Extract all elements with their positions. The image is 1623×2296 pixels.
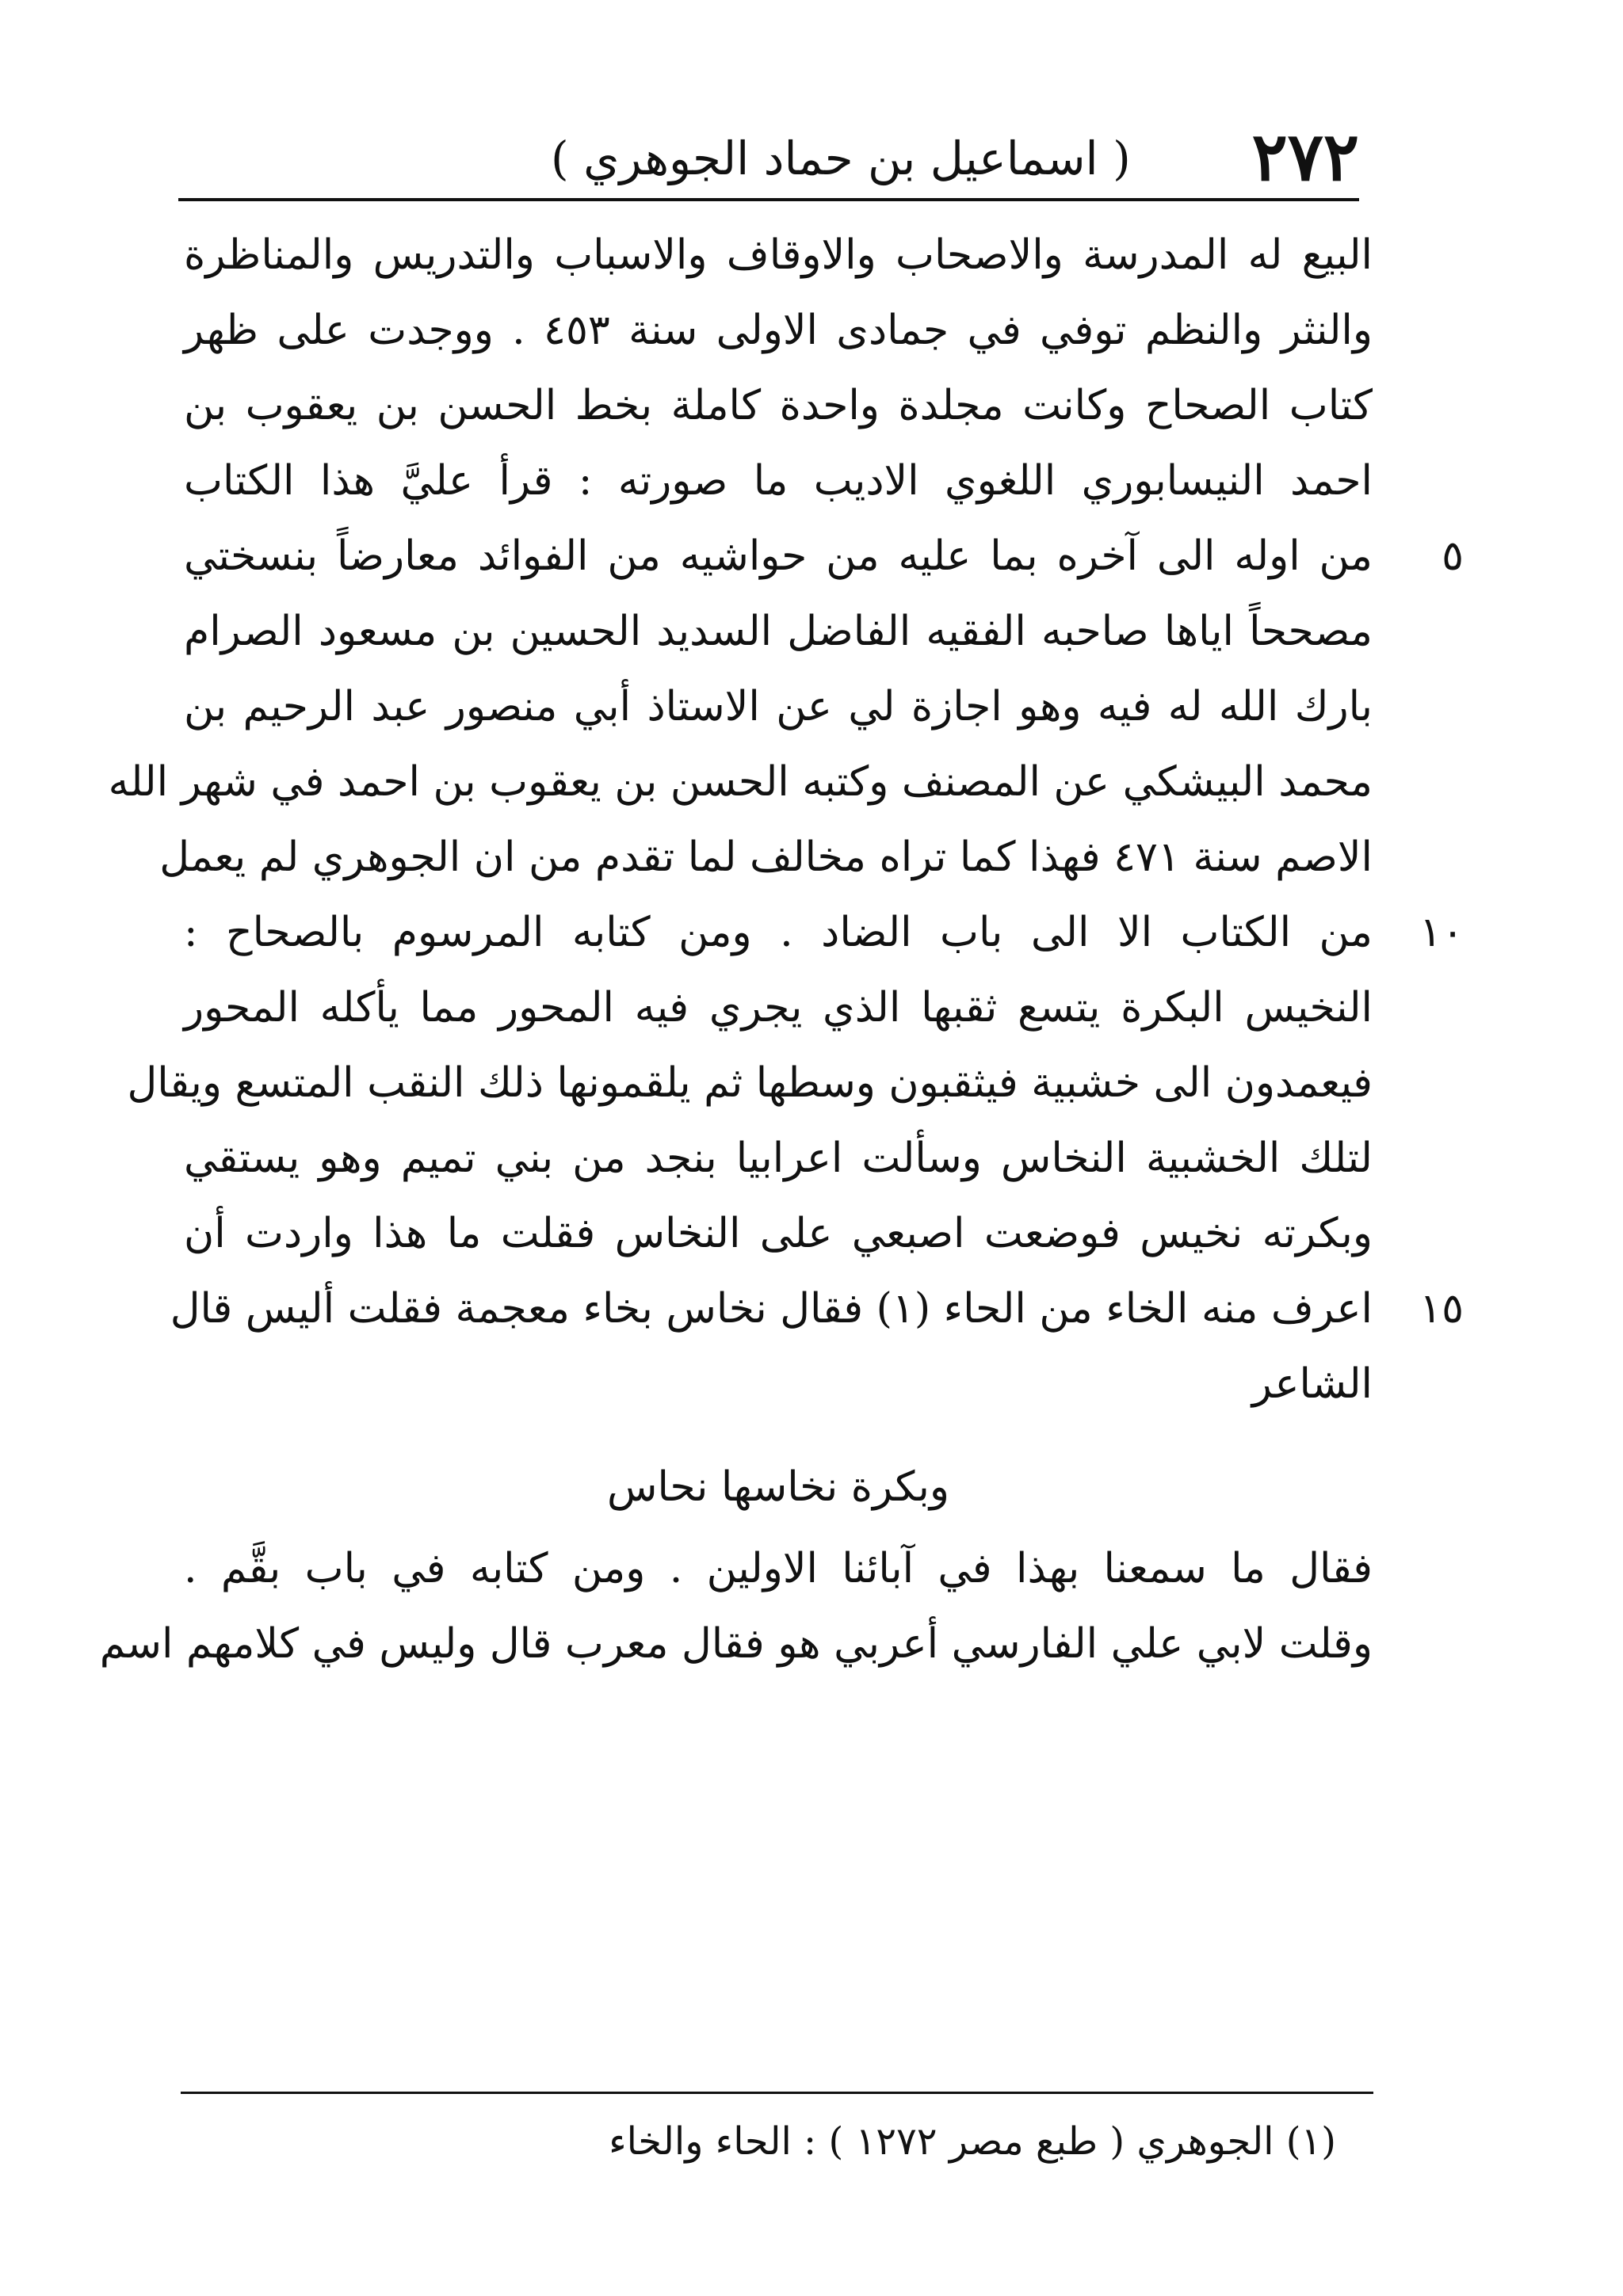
text-line: الاصم سنة ٤٧١ فهذا كما تراه مخالف لما تقدم من ان الجوهري لم يعمل	[159, 833, 1373, 881]
text-line: احمد النيسابوري اللغوي الاديب ما صورته : قرأ عليَّ هذا الكتاب	[184, 457, 1373, 505]
text-line: بارك الله له فيه وهو اجازة لي عن الاستاذ أبي منصور عبد الرحيم بن	[184, 683, 1373, 730]
text-line-5	[184, 519, 1464, 594]
line-number-15: ١٥	[1419, 1285, 1464, 1333]
page-header	[178, 119, 1359, 194]
line-number-5: ٥	[1442, 532, 1464, 580]
header-divider	[178, 198, 1359, 201]
line-text: من الكتاب الا الى باب الضاد . ومن كتابه المرسوم بالصحاح :	[184, 909, 1373, 956]
text-line: محمد البيشكي عن المصنف وكتبه الحسن بن يعقوب بن احمد في شهر الله	[108, 758, 1373, 806]
text-line: والنثر والنظم توفي في جمادى الاولى سنة ٤٥٣ . ووجدت على ظهر	[184, 307, 1373, 354]
text-line: فيعمدون الى خشبية فيثقبون وسطها ثم يلقمونها ذلك النقب المتسع ويقال	[127, 1059, 1373, 1107]
text-line: البيع له المدرسة والاصحاب والاوقاف والاسباب والتدريس والمناظرة	[184, 231, 1373, 279]
text-line-10	[184, 895, 1464, 971]
text-line: مصححاً اياها صاحبه الفقيه الفاضل السديد الحسين بن مسعود الصرام	[184, 608, 1373, 655]
text-line: وبكرته نخيس فوضعت اصبعي على النخاس فقلت ما هذا واردت أن	[184, 1210, 1373, 1257]
page-number: ٢٧٢	[1251, 117, 1359, 196]
text-line-15	[170, 1272, 1464, 1347]
footnote-divider	[181, 2092, 1373, 2094]
verse-line: وبكرة نخاسها نحاس	[607, 1463, 949, 1511]
main-text	[99, 218, 1464, 1682]
text-line: وقلت لابي علي الفارسي أعربي هو فقال معرب قال وليس في كلامهم اسم	[99, 1620, 1373, 1668]
footnote: (١) الجوهري ( طبع مصر ١٢٧٢ ) : الحاء والخاء	[609, 2119, 1336, 2164]
line-number-10: ١٠	[1419, 909, 1464, 956]
text-line: فقال ما سمعنا بهذا في آبائنا الاولين . ومن كتابه في باب بقَّم .	[184, 1545, 1373, 1592]
text-line: كتاب الصحاح وكانت مجلدة واحدة كاملة بخط الحسن بن يعقوب بن	[184, 382, 1373, 429]
running-title: ( اسماعيل بن حماد الجوهري )	[551, 132, 1131, 185]
text-line: الشاعر	[1251, 1360, 1373, 1408]
text-line: لتلك الخشبية النخاس وسألت اعرابيا بنجد من بني تميم وهو يستقي	[184, 1135, 1373, 1182]
text-line: النخيس البكرة يتسع ثقبها الذي يجري فيه المحور مما يأكله المحور	[184, 984, 1373, 1032]
line-text: اعرف منه الخاء من الحاء (١) فقال نخاس بخاء معجمة فقلت أليس قال	[170, 1285, 1373, 1333]
line-text: من اوله الى آخره بما عليه من حواشيه من الفوائد معارضاً بنسختي	[184, 532, 1373, 580]
